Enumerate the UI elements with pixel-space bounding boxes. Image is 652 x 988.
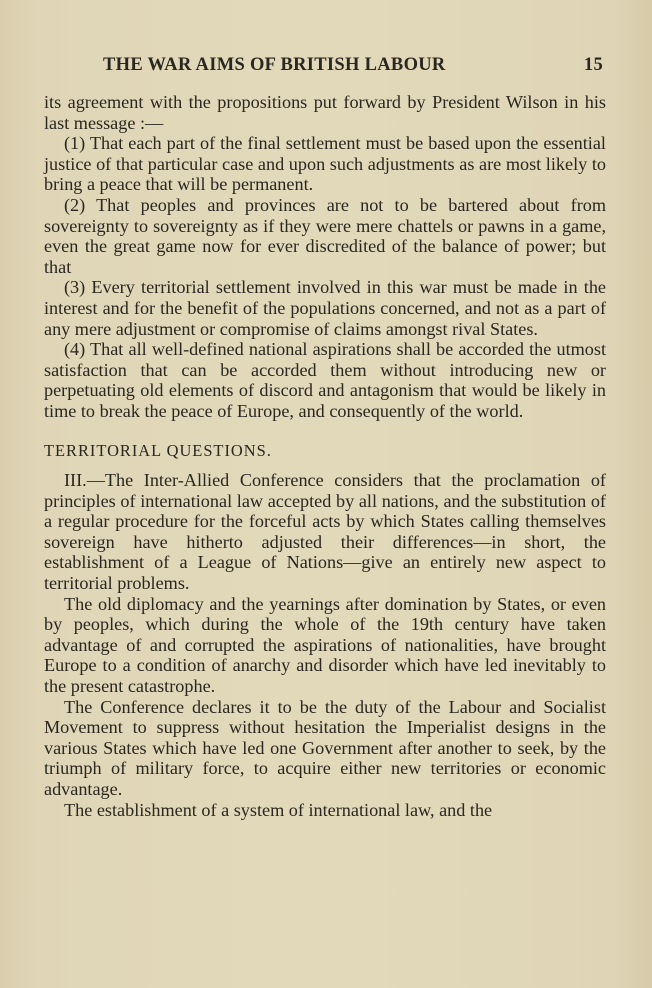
page-number: 15 — [583, 55, 603, 75]
running-head — [103, 55, 603, 81]
paragraph-section-3: The Conference declares it to be the duty of the Labour and Socialist Movement to suppress without hesitation the Imperialist designs in the various States which have led one Government after another to seek, by the triumph of military force, to acquire either new territories or economic advantage. — [44, 696, 606, 799]
paragraph-section-2: The old diplomacy and the yearnings after domination by States, or even by peoples, which during the whole of the 19th century have taken advantage of and corrupted the aspirations of nationalities, have brought Europe to a condition of anarchy and disorder which have led inevitably to the present catastrophe. — [44, 593, 606, 697]
paragraph-section-1: III.—The Inter-Allied Conference considers that the proclamation of principles of international law accepted by all nations, and the substitution of a regular procedure for the forceful acts by which States calling themselves sovereign have hitherto adjusted their differences—in short, the establishment of a League of Nations—give an entirely new aspect to territorial problems. — [44, 470, 606, 594]
paragraph-point-4: (4) That all well-defined national aspirations shall be accorded the utmost satisfaction that can be accorded them without introducing new or perpetuating old elements of discord and antagonism that would be likely in time to break the peace of Europe, and consequently of the world. — [44, 339, 606, 421]
running-head-title: THE WAR AIMS OF BRITISH LABOUR — [103, 55, 446, 75]
paragraph-point-1: (1) That each part of the final settlement must be based upon the essential justice of that particular case and upon such adjustments as are most likely to bring a peace that will be permanent. — [44, 133, 606, 195]
paragraph-section-4: The establishment of a system of international law, and the — [64, 799, 493, 820]
paragraph-point-3: (3) Every territorial settlement involved in this war must be made in the interest and for the benefit of the populations concerned, and not as a part of any mere adjustment or compromise of claims amongst rival States. — [44, 277, 606, 339]
body-text — [44, 92, 606, 820]
paragraph-point-2: (2) That peoples and provinces are not to be bartered about from sovereignty to sovereignty as if they were mere chattels or pawns in a game, even the great game now for ever discredited of the balance of power; but that — [44, 194, 606, 277]
section-heading: TERRITORIAL QUESTIONS. — [44, 440, 272, 460]
paragraph-intro: its agreement with the propositions put forward by President Wilson in his last message :— — [44, 92, 606, 133]
